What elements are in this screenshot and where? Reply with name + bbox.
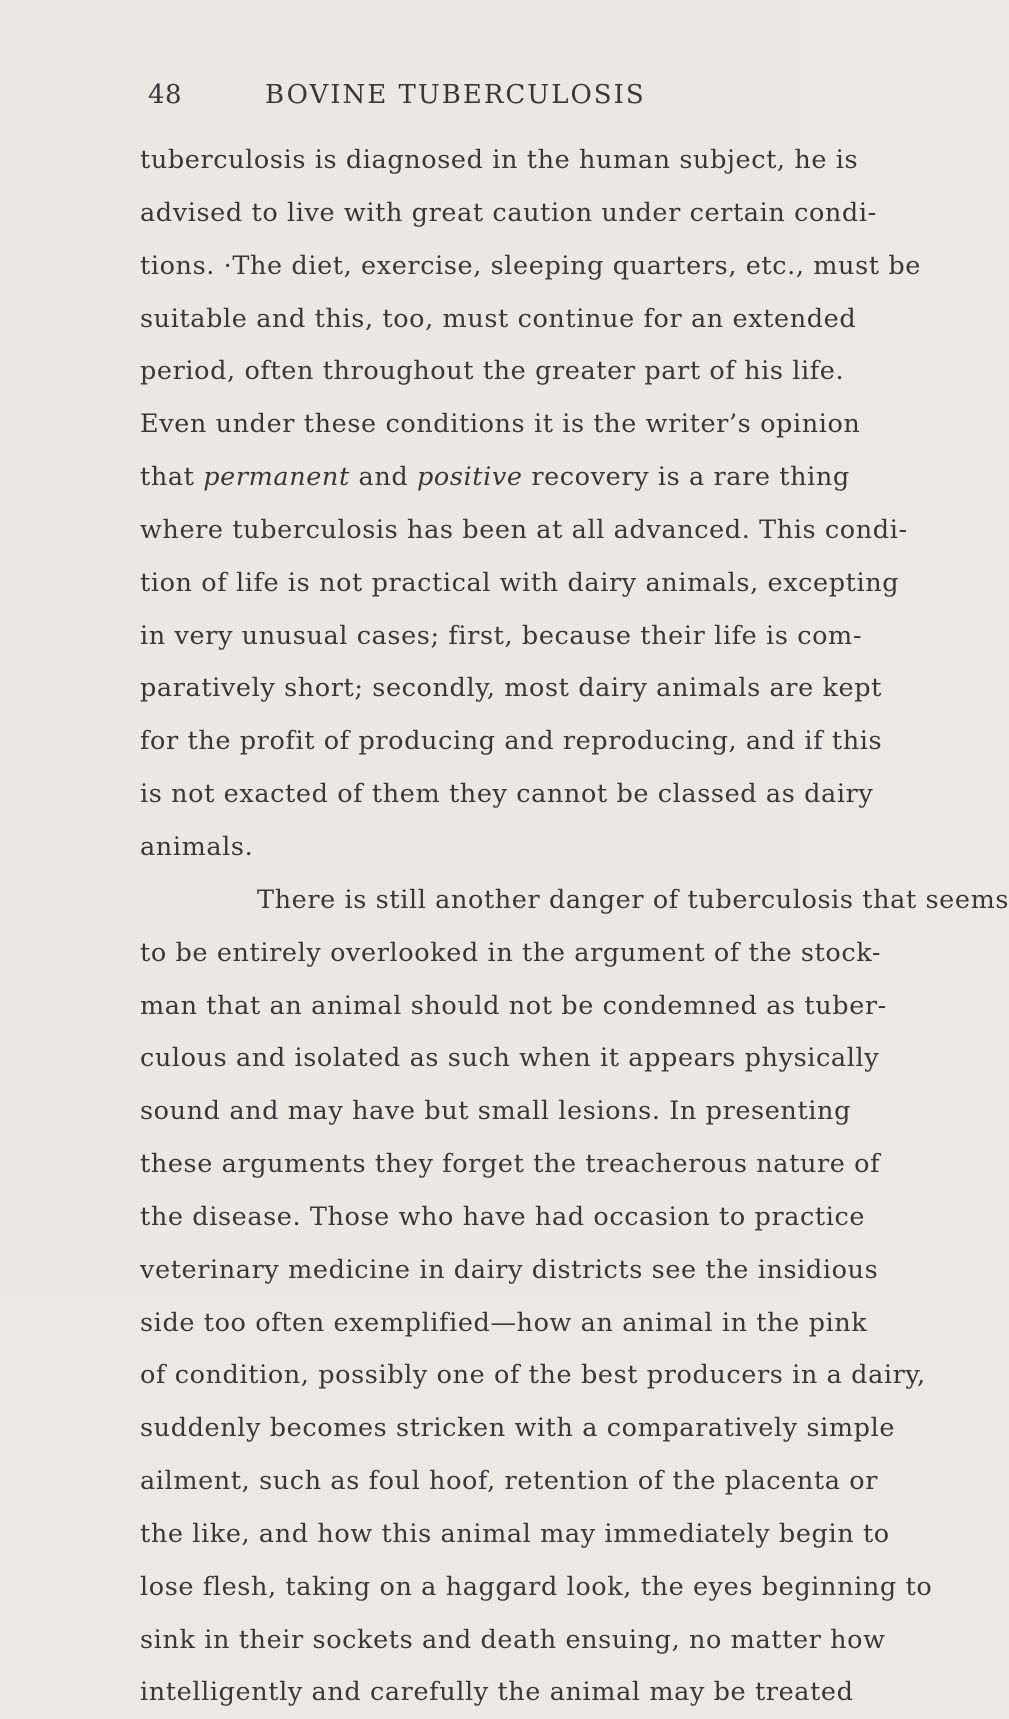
text-line: man that an animal should not be condemned as tuber- [140,990,887,1021]
text-line: to be entirely overlooked in the argument of the stock- [140,937,882,968]
text-line: is not exacted of them they cannot be classed as dairy [140,779,874,810]
emphasized-word: permanent [203,462,350,493]
page-number: 48 [148,80,183,110]
page-header [0,80,800,120]
text-line: the like, and how this animal may immediately begin to [140,1518,890,1549]
text-line: tion of life is not practical with dairy animals, excepting [140,567,900,598]
text-line: where tuberculosis has been at all advanced. This condi- [140,514,908,545]
text-line: period, often throughout the greater part of his life. [140,356,845,387]
text-line: tions. ·The diet, exercise, sleeping quarters, etc., must be [140,250,921,281]
text-line: sound and may have but small lesions. In presenting [140,1096,851,1127]
text-line: the disease. Those who have had occasion to practice [140,1201,866,1232]
text-line: sink in their sockets and death ensuing, no matter how [140,1624,886,1655]
text-line: culous and isolated as such when it appears physically [140,1043,880,1074]
text-line: suddenly becomes stricken with a comparatively simple [140,1413,896,1444]
text-line: ailment, such as foul hoof, retention of the placenta or [140,1466,878,1497]
text-line: of condition, possibly one of the best producers in a dairy, [140,1360,926,1391]
text-line-paragraph-start: There is still another danger of tuberculosis that seems [257,884,1009,915]
emphasized-word: positive [416,462,523,493]
text-line: paratively short; secondly, most dairy animals are kept [140,673,882,704]
text-line: for the profit of producing and reproducing, and if this [140,726,883,757]
text-line: these arguments they forget the treacherous nature of [140,1149,881,1180]
text-line: in very unusual cases; first, because their life is com- [140,620,863,651]
text-line: advised to live with great caution under certain condi- [140,197,877,228]
text-line: veterinary medicine in dairy districts see the insidious [140,1254,879,1285]
text-line: lose flesh, taking on a haggard look, the eyes beginning to [140,1571,933,1602]
text-line: side too often exemplified—how an animal in the pink [140,1307,868,1338]
body-text [140,134,1009,1719]
text-line: tuberculosis is diagnosed in the human subject, he is [140,145,859,175]
text-line: intelligently and carefully the animal may be treated [140,1677,854,1708]
text-line: Even under these conditions it is the writer’s opinion [140,409,861,440]
text-line-emphasis: that permanent and positive recovery is a rare thing [140,462,850,493]
running-head: BOVINE TUBERCULOSIS [265,80,646,110]
text-line-paragraph-end: animals. [140,831,254,862]
text-line: suitable and this, too, must continue for an extended [140,303,857,334]
